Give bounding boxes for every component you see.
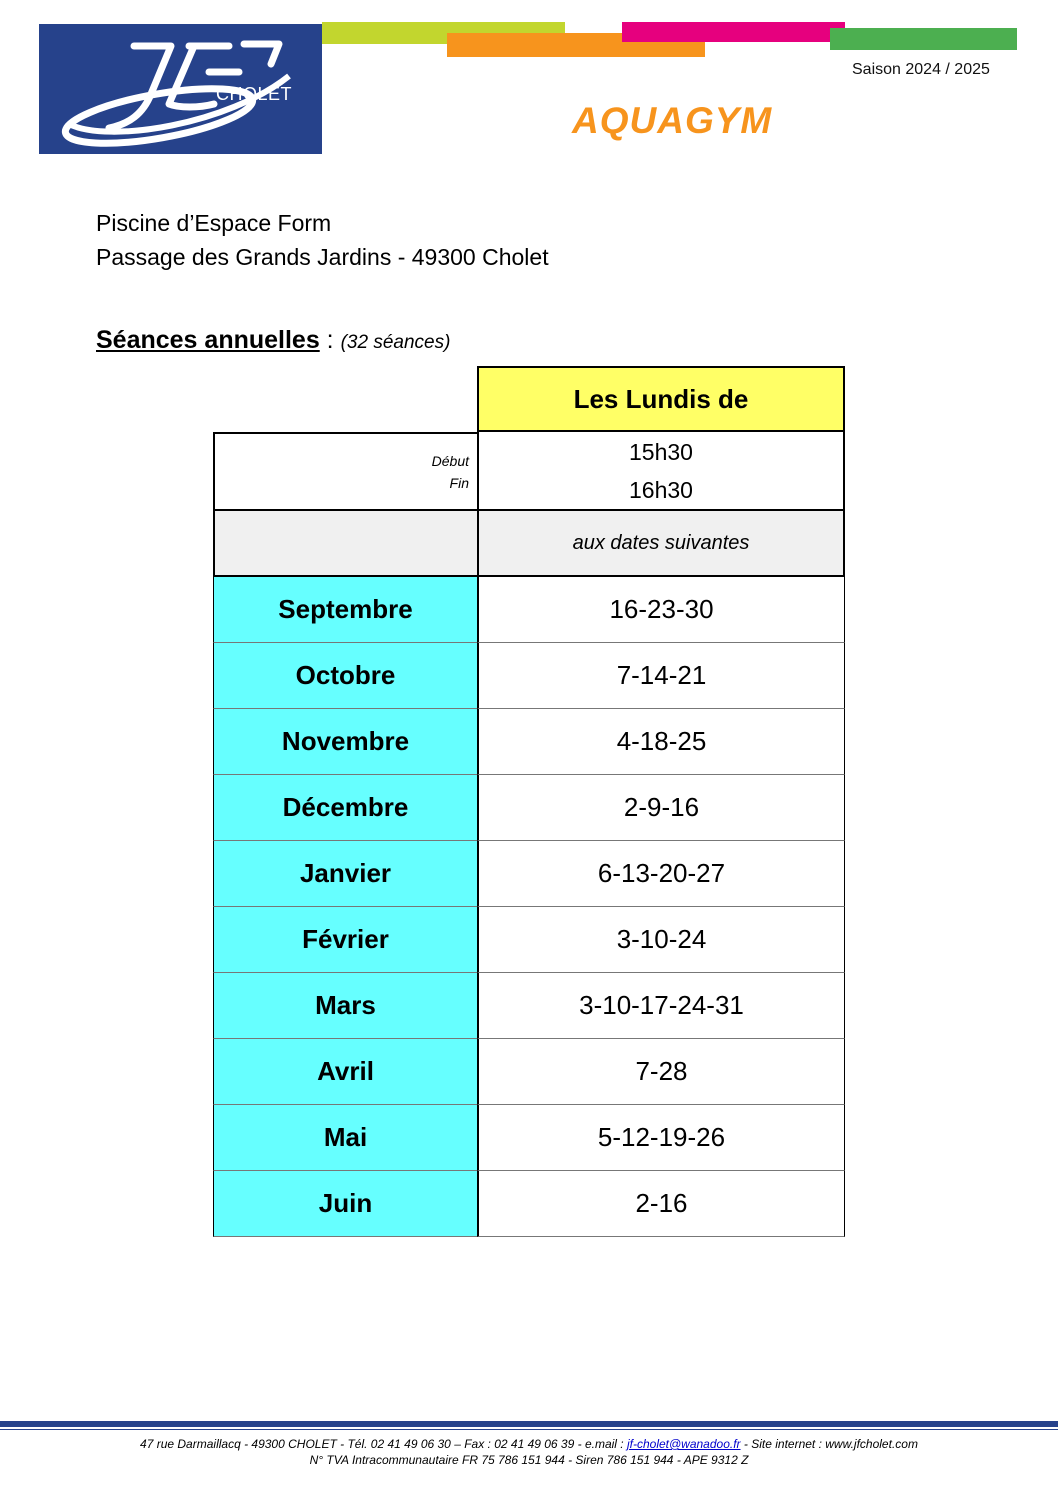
month-days: 5-12-19-26 [477,1105,845,1171]
footer-contact [0,1437,1058,1451]
email-link[interactable]: jf-cholet@wanadoo.fr [626,1437,741,1451]
time-labels [213,432,477,511]
table-header-row [213,366,845,432]
sessions-count: (32 séances) [340,332,451,353]
season-label: Saison 2024 / 2025 [852,61,990,78]
month-days: 7-14-21 [477,643,845,709]
table-row [213,841,845,907]
address-line-1: Piscine d’Espace Form [96,210,332,236]
table-row [213,709,845,775]
month-name: Septembre [213,577,477,643]
table-row [213,973,845,1039]
table-row [213,1105,845,1171]
month-days: 3-10-24 [477,907,845,973]
month-name: Octobre [213,643,477,709]
month-days: 7-28 [477,1039,845,1105]
schedule-table [213,366,845,1237]
month-days: 16-23-30 [477,577,845,643]
month-name: Décembre [213,775,477,841]
column-header: Les Lundis de [477,366,845,432]
table-row [213,1171,845,1237]
sessions-title: Séances annuelles [96,326,320,354]
sessions-heading [96,326,450,355]
footer-divider [0,1421,1058,1427]
table-header-empty [213,366,477,432]
month-rows [213,577,845,1237]
address-line-2: Passage des Grands Jardins - 49300 Cholet [96,244,549,270]
footer-address: 47 rue Darmaillacq - 49300 CHOLET - Tél. 02 41 49 06 30 – Fax : 02 41 49 06 39 - e.mail : [140,1437,627,1451]
month-days: 6-13-20-27 [477,841,845,907]
month-name: Mai [213,1105,477,1171]
footer-website: - Site internet : www.jfcholet.com [740,1437,918,1451]
club-logo [39,24,322,154]
time-row [213,432,845,511]
dates-note-row [213,511,845,577]
month-days: 4-18-25 [477,709,845,775]
month-name: Février [213,907,477,973]
decor-bar-pink [622,22,845,42]
month-days: 3-10-17-24-31 [477,973,845,1039]
month-name: Avril [213,1039,477,1105]
footer-divider-thin [0,1429,1058,1430]
table-row [213,577,845,643]
table-row [213,643,845,709]
decor-bar-green [830,28,1017,50]
start-label: Début [431,452,469,469]
month-days: 2-16 [477,1171,845,1237]
table-row [213,1039,845,1105]
month-days: 2-9-16 [477,775,845,841]
table-row [213,775,845,841]
month-name: Novembre [213,709,477,775]
month-name: Janvier [213,841,477,907]
month-name: Juin [213,1171,477,1237]
table-row [213,907,845,973]
dates-note-empty [213,511,477,577]
dates-note: aux dates suivantes [477,511,845,577]
sessions-separator: : [319,326,341,354]
end-time: 16h30 [629,476,693,503]
footer-legal: N° TVA Intracommunautaire FR 75 786 151 944 - Siren 786 151 944 - APE 9312 Z [309,1453,749,1467]
end-label: Fin [449,474,469,491]
start-time: 15h30 [629,438,693,465]
logo-text: CHOLET [216,84,293,104]
page-title: AQUAGYM [572,100,773,141]
month-name: Mars [213,973,477,1039]
time-values [477,432,845,511]
